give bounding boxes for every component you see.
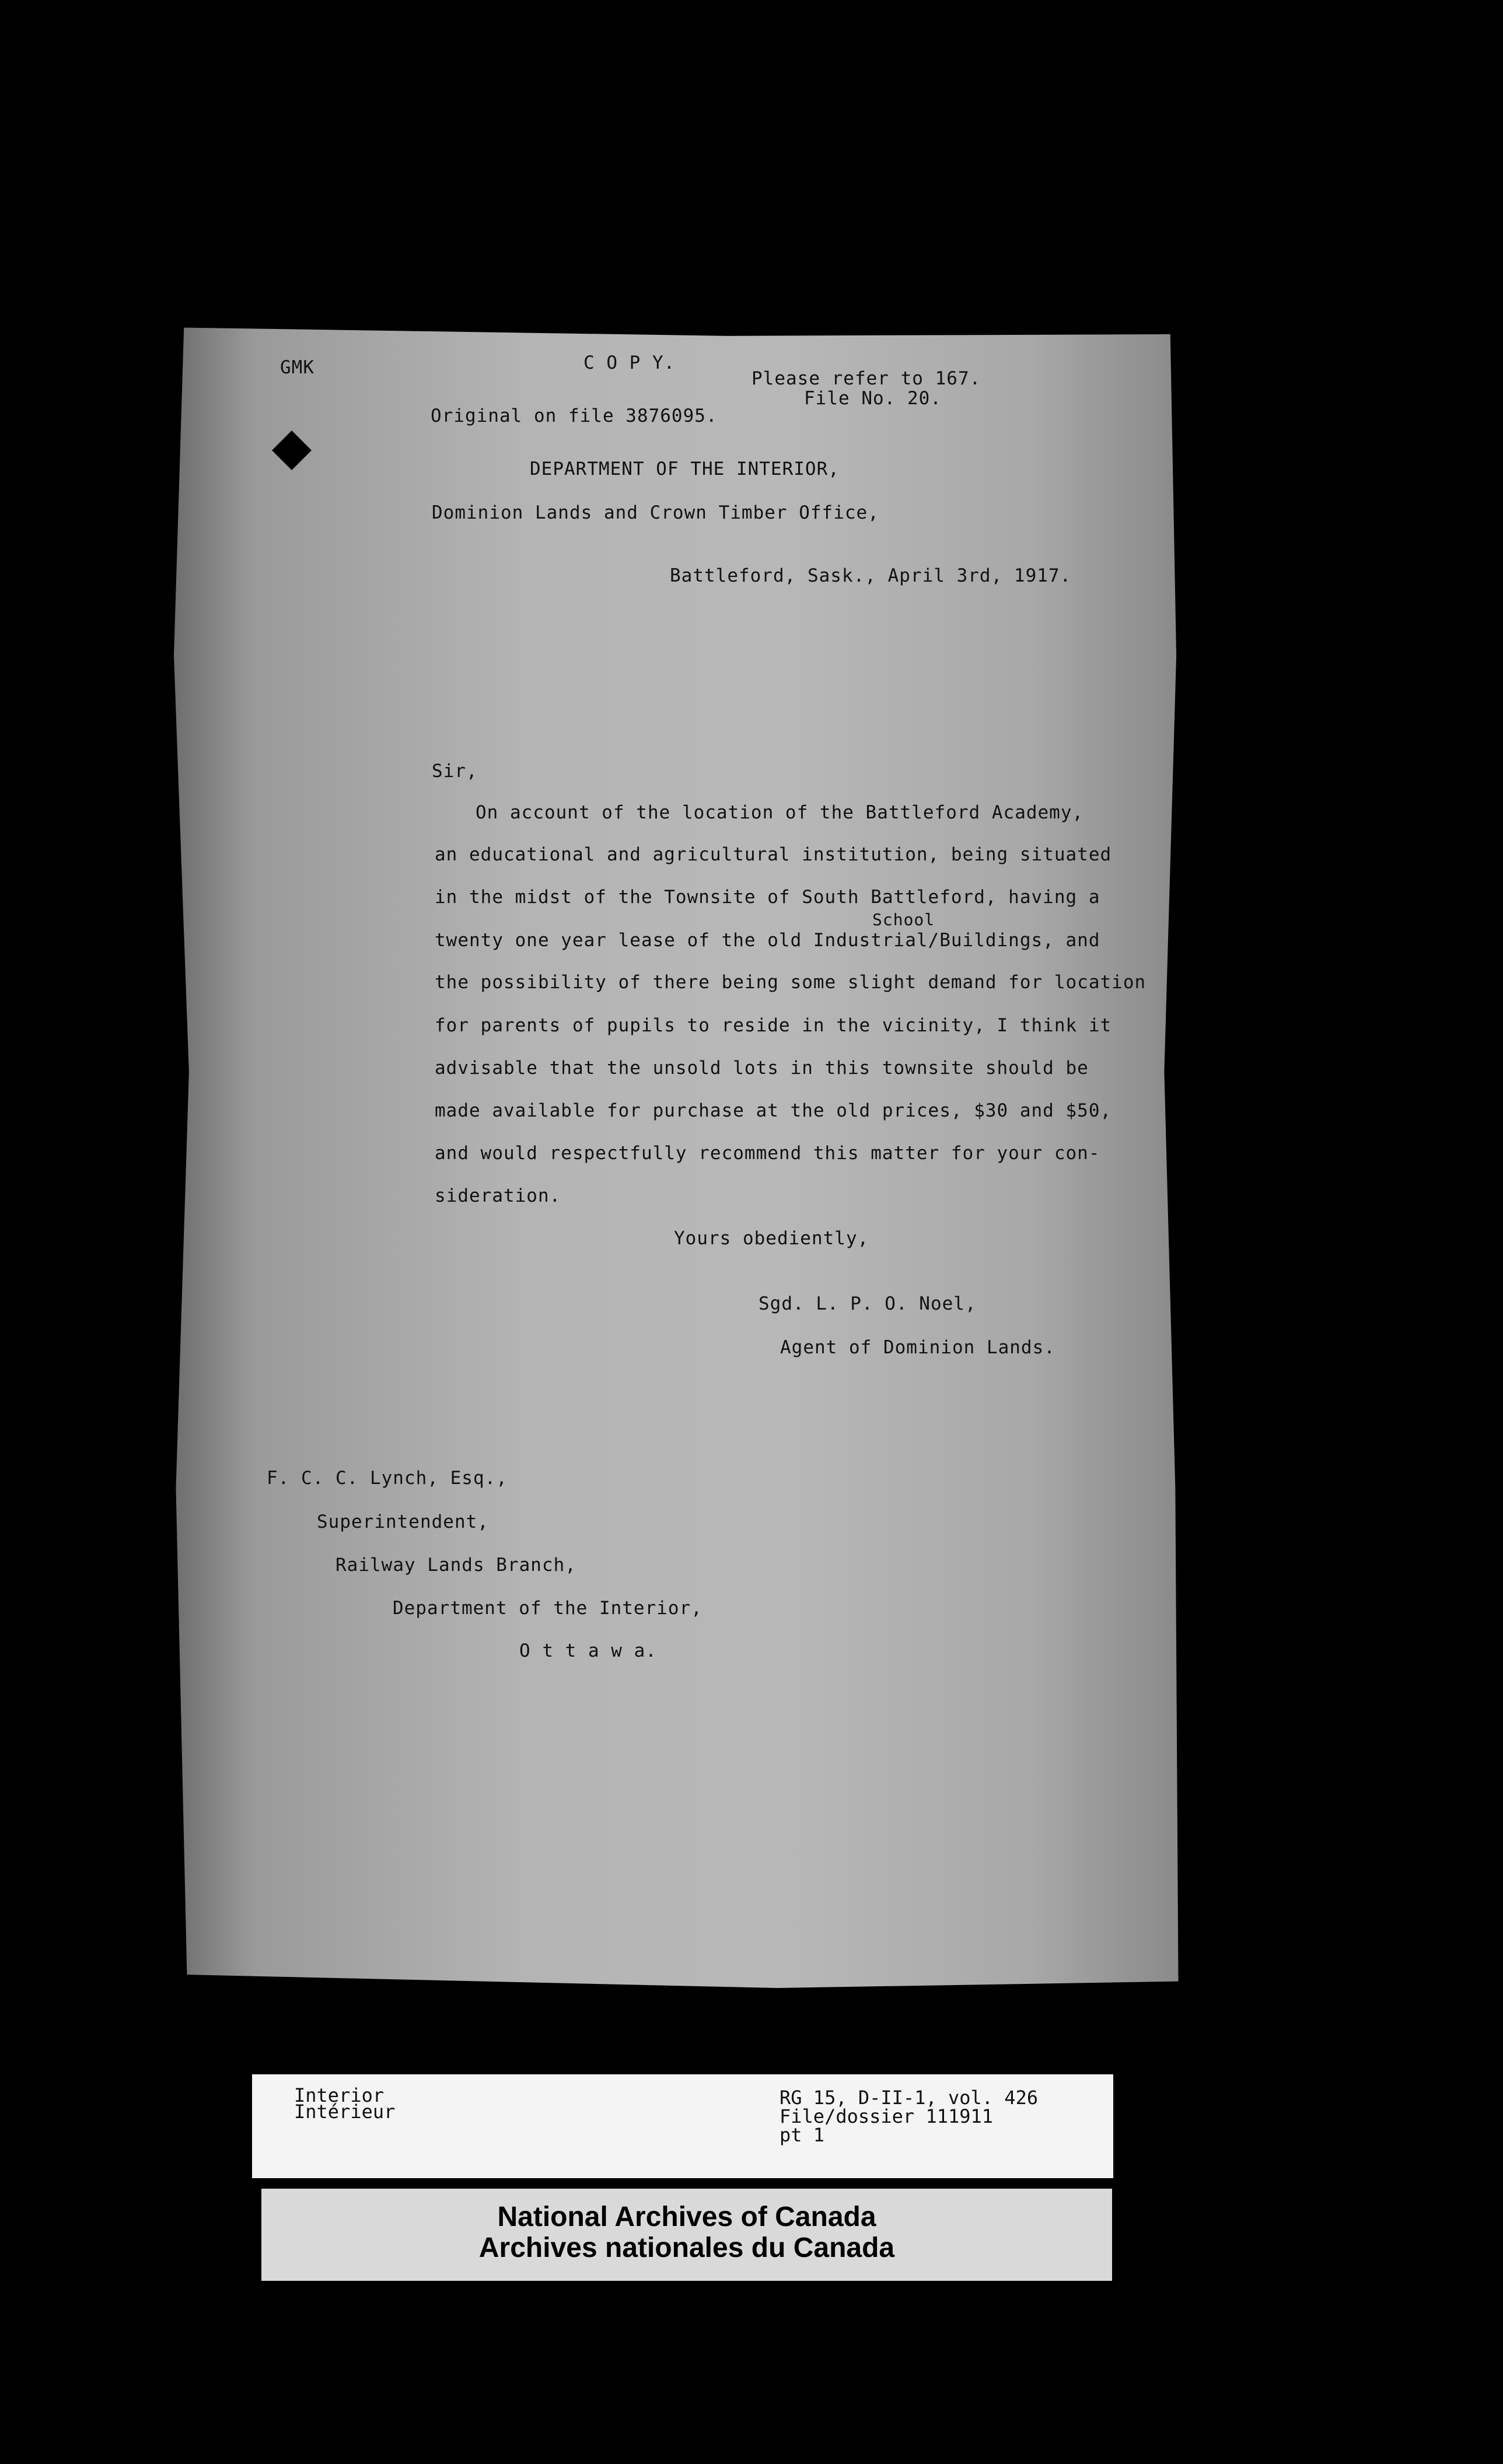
dept-french: Intérieur bbox=[294, 2101, 396, 2123]
address-line: O t t a w a. bbox=[519, 1640, 657, 1661]
archive-name-french: Archives nationales du Canada bbox=[478, 2232, 895, 2263]
archive-name-english: National Archives of Canada bbox=[497, 2202, 876, 2232]
refer-note: Please refer to 167. bbox=[752, 368, 981, 389]
signature: Sgd. L. P. O. Noel, bbox=[759, 1293, 977, 1314]
body-line: and would respectfully recommend this matter for your con- bbox=[435, 1143, 1100, 1164]
archive-name-label bbox=[261, 2189, 1112, 2281]
body-line: an educational and agricultural institution, being situated bbox=[435, 844, 1112, 865]
body-line: On account of the location of the Battleford Academy, bbox=[476, 802, 1084, 823]
body-line: advisable that the unsold lots in this townsite should be bbox=[435, 1058, 1089, 1079]
original-file-note: Original on file 3876095. bbox=[431, 405, 718, 426]
signer-title: Agent of Dominion Lands. bbox=[780, 1337, 1055, 1358]
address-line: Department of the Interior, bbox=[393, 1598, 702, 1619]
initials: GMK bbox=[280, 357, 314, 378]
ref-line-3: pt 1 bbox=[780, 2124, 825, 2146]
body-line: in the midst of the Townsite of South Battleford, having a bbox=[435, 887, 1100, 908]
address-line: F. C. C. Lynch, Esq., bbox=[267, 1468, 508, 1489]
body-line: made available for purchase at the old prices, $30 and $50, bbox=[435, 1100, 1112, 1121]
salutation: Sir, bbox=[432, 761, 478, 782]
insert-word: School bbox=[872, 910, 935, 929]
dateline: Battleford, Sask., April 3rd, 1917. bbox=[670, 565, 1072, 586]
address-line: Superintendent, bbox=[317, 1511, 489, 1532]
closing: Yours obediently, bbox=[674, 1228, 869, 1249]
office-heading: Dominion Lands and Crown Timber Office, bbox=[432, 502, 879, 523]
department-heading: DEPARTMENT OF THE INTERIOR, bbox=[530, 459, 840, 480]
ref-line-1: RG 15, D-II-1, vol. 426 bbox=[780, 2087, 1039, 2109]
copy-mark: C O P Y. bbox=[583, 352, 676, 373]
body-line: sideration. bbox=[435, 1185, 561, 1206]
body-line: the possibility of there being some slight demand for location bbox=[435, 972, 1147, 993]
ref-line-2: File/dossier 111911 bbox=[780, 2105, 994, 2127]
body-line: for parents of pupils to reside in the vicinity, I think it bbox=[435, 1015, 1112, 1036]
address-line: Railway Lands Branch, bbox=[335, 1555, 576, 1576]
body-line: twenty one year lease of the old Industrial/Buildings, and bbox=[435, 930, 1100, 951]
archive-reference-label bbox=[252, 2074, 1113, 2178]
dept-english: Interior bbox=[294, 2084, 385, 2106]
file-number: File No. 20. bbox=[804, 388, 942, 409]
